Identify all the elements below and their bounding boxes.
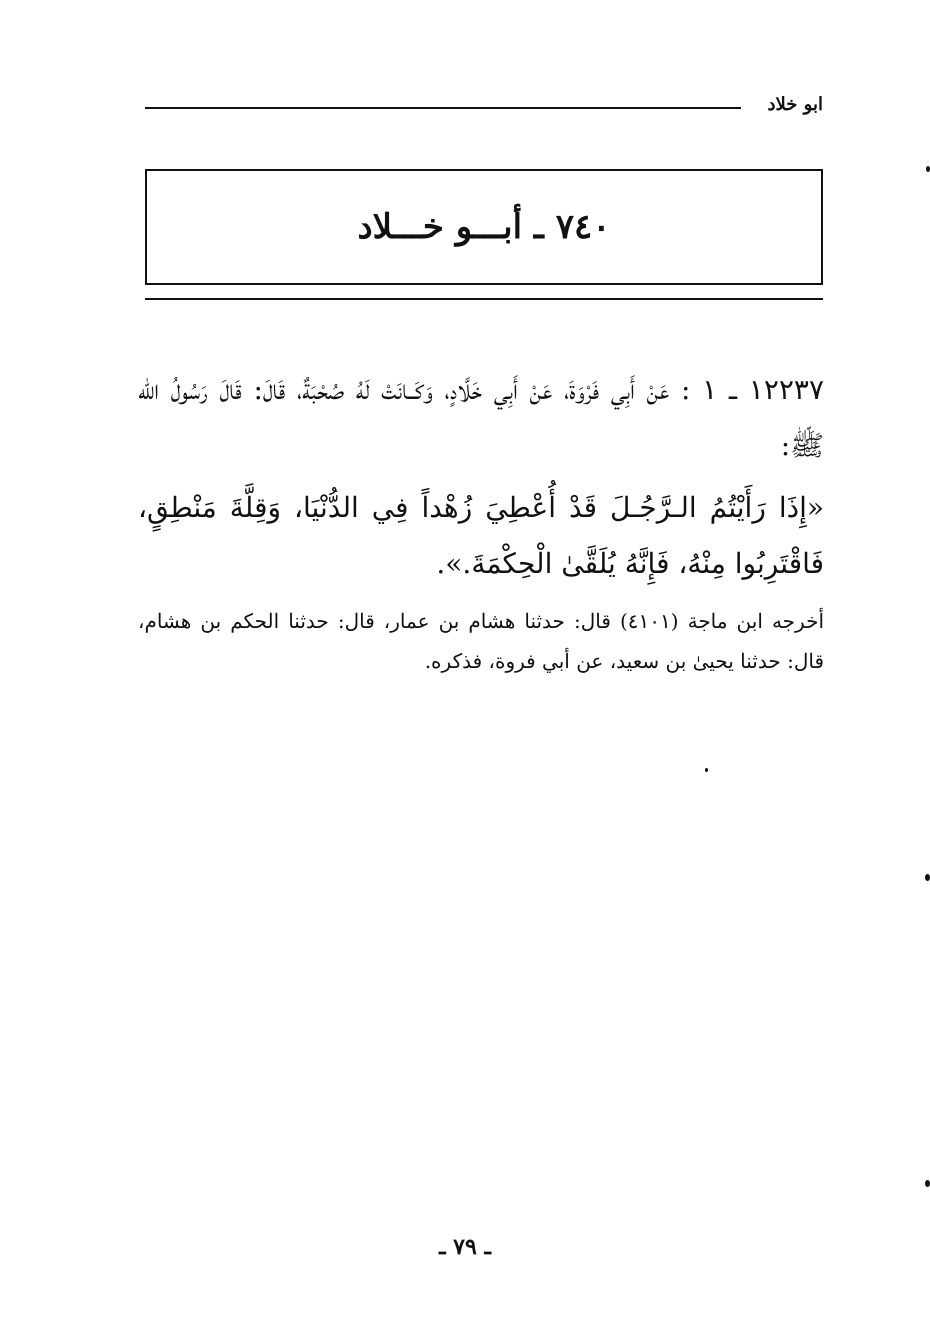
title-underline-rule — [145, 298, 823, 300]
running-header — [145, 92, 823, 118]
chapter-title: ٧٤٠ ـ أبـــو خـــلاد — [357, 207, 611, 247]
scan-speck — [925, 1180, 930, 1187]
hadith-text: «إِذَا رَأَيْتُمُ الـرَّجُـلَ قَدْ أُعْطِيَ زُهْداً فِي الدُّنْيَا، وَقِلَّةَ مَنْطِقٍ، فَاقْتَرِبُوا مِنْهُ، فَإِنَّهُ يُلَقَّىٰ الْحِكْمَةَ.». — [138, 491, 824, 580]
chapter-title-box — [145, 169, 823, 285]
hadith-chain: ١٢٢٣٧ ـ ١ : عَنْ أَبِي فَرْوَةَ، عَنْ أَبِي خَلَّادٍ، وَكَــانَتْ لَهُ صُحْبَةٌ، قَالَ: قَالَ رَسُولُ الله ﷺ: — [138, 373, 824, 462]
scan-speck — [705, 768, 708, 772]
takhrij-note — [138, 601, 824, 681]
scan-speck — [925, 874, 930, 881]
page-number: ـ ٧٩ ـ — [439, 1234, 491, 1260]
hadith-body — [138, 362, 824, 592]
scan-speck — [926, 166, 930, 172]
running-header-title: ابو خلاد — [767, 94, 823, 115]
takhrij-text: أخرجه ابن ماجة (٤١٠١) قال: حدثنا هشام بن عمار، قال: حدثنا الحكم بن هشام، قال: حدثنا يحيىٰ بن سعيد، عن أبي فروة، فذكره. — [138, 609, 824, 673]
header-rule — [145, 107, 741, 109]
